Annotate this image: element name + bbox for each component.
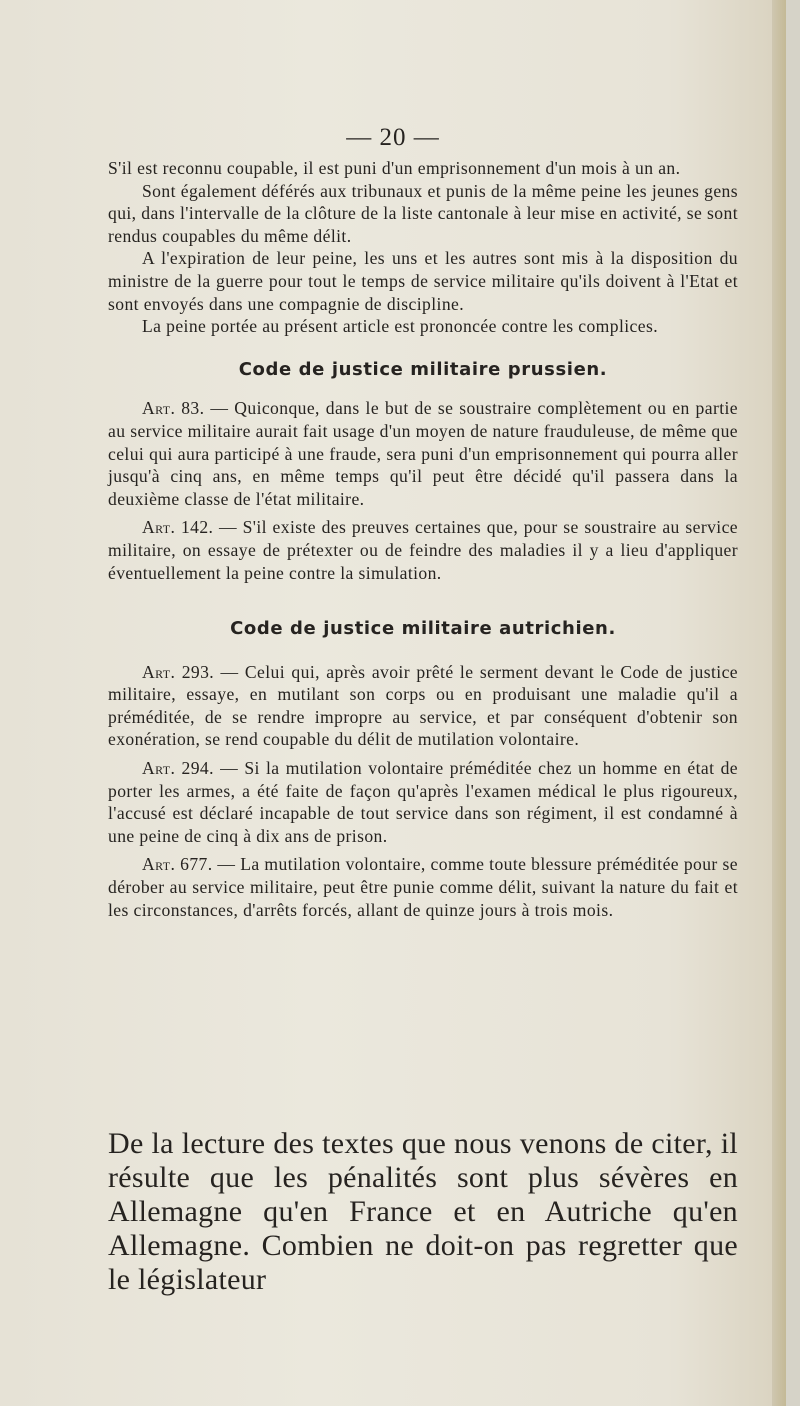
article-294-text: — Si la mutilation volontaire préméditée chez un homme en état de porter les armes, a été faite de façon qu'après l'examen médical le plus rigoureux, l'accusé est déclaré incapable de tout service dans son régiment, il est condamné à une peine de cinq à dix ans de prison. [108,758,738,846]
intro-paragraph-3: A l'expiration de leur peine, les uns et les autres sont mis à la disposition du ministre de la guerre pour tout le temps de service militaire qu'ils doivent à l'Etat et sont envoyés dans une compagnie de discipline. [108,248,738,314]
intro-paragraph-4: La peine portée au présent article est prononcée contre les complices. [142,316,659,337]
intro-paragraph-2: Sont également déférés aux tribunaux et punis de la même peine les jeunes gens qui, dans l'intervalle de la clôture de la liste cantonale à leur mise en activité, se sont rendus coupables du même délit. [108,180,738,246]
page-number: — 20 — [346,124,440,151]
article-142-text: — S'il existe des preuves certaines que, pour se soustraire au service militaire, on essaye de prétexter ou de feindre des maladies il y a lieu d'appliquer éventuellement la peine contre la simulation. [108,517,738,583]
article-294 [108,757,738,847]
article-293 [108,661,738,751]
article-83 [108,397,738,510]
article-677-text: — La mutilation volontaire, comme toute blessure préméditée pour se dérober au service militaire, peut être punie comme délit, suivant la nature du fait et les circonstances, d'arrêts forcés, allant de quinze jours à trois mois. [108,854,738,920]
conclusion-paragraph: De la lecture des textes que nous venons de citer, il résulte que les pénalités sont plus sévères en Allemagne qu'en France et en Autriche qu'en Allemagne. Combien ne doit-on pas regretter que le législateur [108,1127,738,1296]
article-293-text: — Celui qui, après avoir prêté le serment devant le Code de justice militaire, essaye, en mutilant son corps ou en produisant une maladie qu'il a préméditée, de se rendre impropre au service, et par conséquent d'obtenir son exonération, se rend coupable du délit de mutilation volontaire. [108,661,738,750]
article-293-label: Art. 293. [142,661,215,682]
body-text [108,157,738,921]
intro-paragraph-1: S'il est reconnu coupable, il est puni d'un emprisonnement d'un mois à un an. [108,158,681,178]
heading-prussian-code: Code de justice militaire prussien. [238,358,608,380]
page-edge [772,0,786,1406]
article-83-text: — Quiconque, dans le but de se soustraire complètement ou en partie au service militaire aurait fait usage d'un moyen de nature frauduleuse, de même que celui qui aura participé à une fraude, sera puni d'un emprisonnement qui pourra aller jusqu'à cinq ans, en même temps qu'il peut être décidé qu'il passera dans la deuxième classe de l'état militaire. [108,398,739,509]
heading-austrian-code: Code de justice militaire autrichien. [230,618,616,640]
conclusion-text [108,1127,738,1297]
article-677-label: Art. 677. [142,854,213,875]
article-83-label: Art. 83. [142,398,205,419]
article-142 [108,516,738,584]
article-294-label: Art. 294. [142,758,214,779]
article-677 [108,853,738,921]
article-142-label: Art. 142. [142,517,214,538]
